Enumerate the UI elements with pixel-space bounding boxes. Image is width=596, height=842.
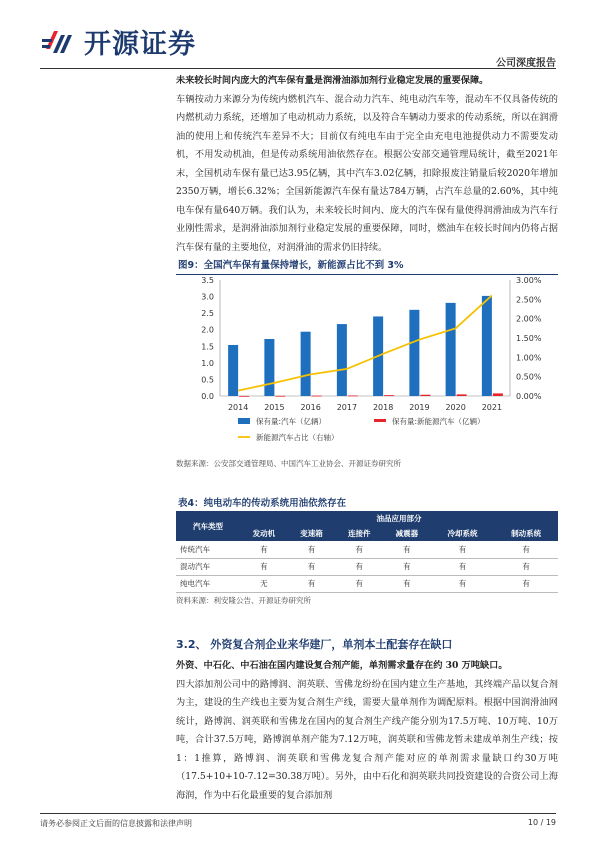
section-number: 3.2、 bbox=[176, 638, 207, 651]
bar-total-vehicles bbox=[482, 296, 492, 396]
column-header: 发动机 bbox=[240, 526, 288, 541]
table-cell: 有 bbox=[494, 575, 558, 592]
x-tick-label: 2017 bbox=[336, 403, 358, 412]
table-caption: 表4：纯电动车的传动系统用油依然存在 bbox=[176, 493, 558, 513]
table-cell: 有 bbox=[335, 575, 383, 592]
x-tick-label: 2021 bbox=[481, 403, 503, 412]
table-header-type: 汽车类型 bbox=[176, 511, 240, 541]
left-tick-label: 2.0 bbox=[201, 325, 214, 335]
table-row bbox=[176, 575, 558, 592]
bar-nev-vehicles bbox=[457, 394, 467, 396]
row-label: 纯电汽车 bbox=[176, 575, 240, 592]
footer-disclaimer: 请务必参阅正文后面的信息披露和法律声明 bbox=[40, 819, 192, 828]
section-title: 外资复合剂企业来华建厂，单剂本土配套存在缺口 bbox=[210, 638, 453, 651]
company-logo bbox=[42, 22, 196, 61]
column-header: 变速箱 bbox=[288, 526, 336, 541]
table-cell: 有 bbox=[288, 541, 336, 558]
column-header: 冷却系统 bbox=[431, 526, 495, 541]
bar-total-vehicles bbox=[409, 310, 419, 396]
right-tick-label: 0.50% bbox=[516, 372, 542, 382]
table-row bbox=[176, 558, 558, 575]
paragraph-additive-capacity bbox=[176, 657, 558, 805]
legend-label-share: 新能源汽车占比（右轴） bbox=[256, 433, 339, 442]
vehicle-ownership-chart bbox=[176, 274, 558, 450]
bar-nev-vehicles bbox=[239, 396, 249, 397]
paragraph-heading: 未来较长时间内庞大的汽车保有量是润滑油添加剂行业稳定发展的重要保障。 bbox=[176, 75, 489, 86]
left-tick-label: 1.0 bbox=[201, 358, 214, 368]
right-tick-label: 0.00% bbox=[516, 392, 542, 401]
left-tick-label: 0.0 bbox=[201, 392, 214, 401]
row-label: 传统汽车 bbox=[176, 541, 240, 558]
table-cell: 有 bbox=[383, 575, 431, 592]
column-header: 减震器 bbox=[383, 526, 431, 541]
table-cell: 有 bbox=[335, 558, 383, 575]
legend-label-total: 保有量:汽车（亿辆） bbox=[256, 417, 327, 426]
x-tick-label: 2014 bbox=[227, 403, 249, 412]
x-tick-label: 2020 bbox=[445, 403, 466, 412]
legend-swatch-total bbox=[238, 418, 250, 424]
legend-label-nev: 保有量:新能源汽车（亿辆） bbox=[392, 417, 485, 426]
table-cell: 有 bbox=[335, 541, 383, 558]
left-tick-label: 3.0 bbox=[201, 292, 214, 302]
table-cell: 有 bbox=[288, 575, 336, 592]
x-tick-label: 2016 bbox=[300, 403, 321, 412]
bar-nev-vehicles bbox=[312, 396, 322, 397]
table-row bbox=[176, 541, 558, 558]
table-source: 资料来源：利安隆公告、开源证券研究所 bbox=[176, 596, 311, 605]
bar-total-vehicles bbox=[301, 332, 311, 396]
header-divider bbox=[40, 68, 556, 69]
right-tick-label: 1.00% bbox=[516, 353, 542, 363]
logo-text: 开源证券 bbox=[84, 29, 196, 60]
left-tick-label: 3.5 bbox=[201, 276, 214, 285]
figure-caption: 图9：全国汽车保有量保持增长，新能源占比不到 3% bbox=[176, 255, 558, 275]
bar-nev-vehicles bbox=[275, 396, 285, 397]
bar-nev-vehicles bbox=[348, 395, 358, 396]
column-header: 制动系统 bbox=[494, 526, 558, 541]
table-cell: 有 bbox=[431, 575, 495, 592]
oil-usage-table bbox=[176, 511, 558, 593]
x-tick-label: 2019 bbox=[409, 403, 430, 412]
logo-mark-icon bbox=[42, 27, 78, 57]
table-cell: 无 bbox=[240, 575, 288, 592]
paragraph-heading: 外资、中石化、中石油在国内建设复合剂产能，单剂需求量存在约 30 万吨缺口。 bbox=[176, 660, 508, 671]
paragraph-body: 车辆按动力来源分为传统内燃机汽车、混合动力汽车、纯电动汽车等，混动车不仅具备传统的内燃机动力系统，还增加了电动机动力系统，以及符合车辆动力要求的传动系统，所以在润滑油的使用上和传统汽车差异不大；目前仅有纯电车由于完全由充电电池提供动力不需要发动机，不用发动机油，但是传动系统用油依然存在。根据公安部交通管理局统计，截至2021年末，全国机动车保有量已达3.95亿辆，其中汽车3.02亿辆，扣除报废注销量后较2020年增加2350万辆，增长6.32%；全国新能源汽车保有量达784万辆，占汽车总量的2.60%，其中纯电车保有量640万辆。我们认为，未来较长时间内、庞大的汽车保有量使得润滑油成为汽车行业刚性需求，是润滑油添加剂行业稳定发展的重要保障，同时，燃油车在较长时间内仍将占据汽车保有量的主要地位，对润滑油的需求仍旧持续。 bbox=[176, 93, 558, 253]
right-tick-label: 2.50% bbox=[516, 295, 542, 305]
table-cell: 有 bbox=[431, 558, 495, 575]
legend-swatch-nev bbox=[374, 419, 386, 422]
bar-nev-vehicles bbox=[384, 395, 394, 396]
right-tick-label: 2.00% bbox=[516, 314, 542, 324]
row-label: 混动汽车 bbox=[176, 558, 240, 575]
right-tick-label: 1.50% bbox=[516, 334, 542, 343]
bar-nev-vehicles bbox=[420, 395, 430, 396]
figure-source: 数据来源：公安部交通管理局、中国汽车工业协会、开源证券研究所 bbox=[176, 459, 401, 468]
bar-total-vehicles bbox=[337, 324, 347, 396]
table-cell: 有 bbox=[383, 541, 431, 558]
bar-nev-vehicles bbox=[493, 393, 503, 396]
table-cell: 有 bbox=[240, 558, 288, 575]
table-cell: 有 bbox=[240, 541, 288, 558]
paragraph-body: 四大添加剂公司中的路博润、润英联、雪佛龙纷纷在国内建立生产基地，其终端产品以复合剂为主，建设的生产线也主要为复合剂生产线，需要大量单剂作为调配原料。根据中国润滑油网统计，路博润、润英联和雪佛龙在国内的复合剂生产线产能分别为17.5万吨、10万吨、10万吨，合计37.5万吨，路博润单剂产能为7.12万吨，润英联和雪佛龙暂未建成单剂生产线；按1：1推算，路博润、润英联和雪佛龙复合剂产能对应的单剂需求量缺口约30万吨（17.5+10+10-7.12=30.38万吨）。另外，由中石化和润英联共同投资建设的合资公司上海海润，作为中石化最重要的复合添加剂 bbox=[176, 678, 558, 801]
table-header-group: 油品应用部分 bbox=[240, 511, 558, 526]
table-cell: 有 bbox=[431, 541, 495, 558]
table-cell: 有 bbox=[288, 558, 336, 575]
x-tick-label: 2018 bbox=[372, 403, 394, 412]
left-tick-label: 2.5 bbox=[201, 309, 214, 319]
right-tick-label: 3.00% bbox=[516, 276, 542, 285]
bar-total-vehicles bbox=[264, 339, 274, 396]
table-cell: 有 bbox=[494, 541, 558, 558]
table-cell: 有 bbox=[383, 558, 431, 575]
table-cell: 有 bbox=[494, 558, 558, 575]
bar-total-vehicles bbox=[228, 345, 238, 396]
page-number: 10 / 19 bbox=[527, 818, 556, 827]
section-heading bbox=[176, 636, 452, 652]
footer-divider bbox=[40, 813, 556, 814]
x-tick-label: 2015 bbox=[264, 403, 285, 412]
column-header: 连接件 bbox=[335, 526, 383, 541]
bar-total-vehicles bbox=[446, 303, 456, 396]
report-type: 公司深度报告 bbox=[496, 58, 556, 69]
left-tick-label: 0.5 bbox=[201, 375, 214, 385]
left-tick-label: 1.5 bbox=[201, 342, 214, 352]
paragraph-vehicle-ownership bbox=[176, 72, 558, 257]
